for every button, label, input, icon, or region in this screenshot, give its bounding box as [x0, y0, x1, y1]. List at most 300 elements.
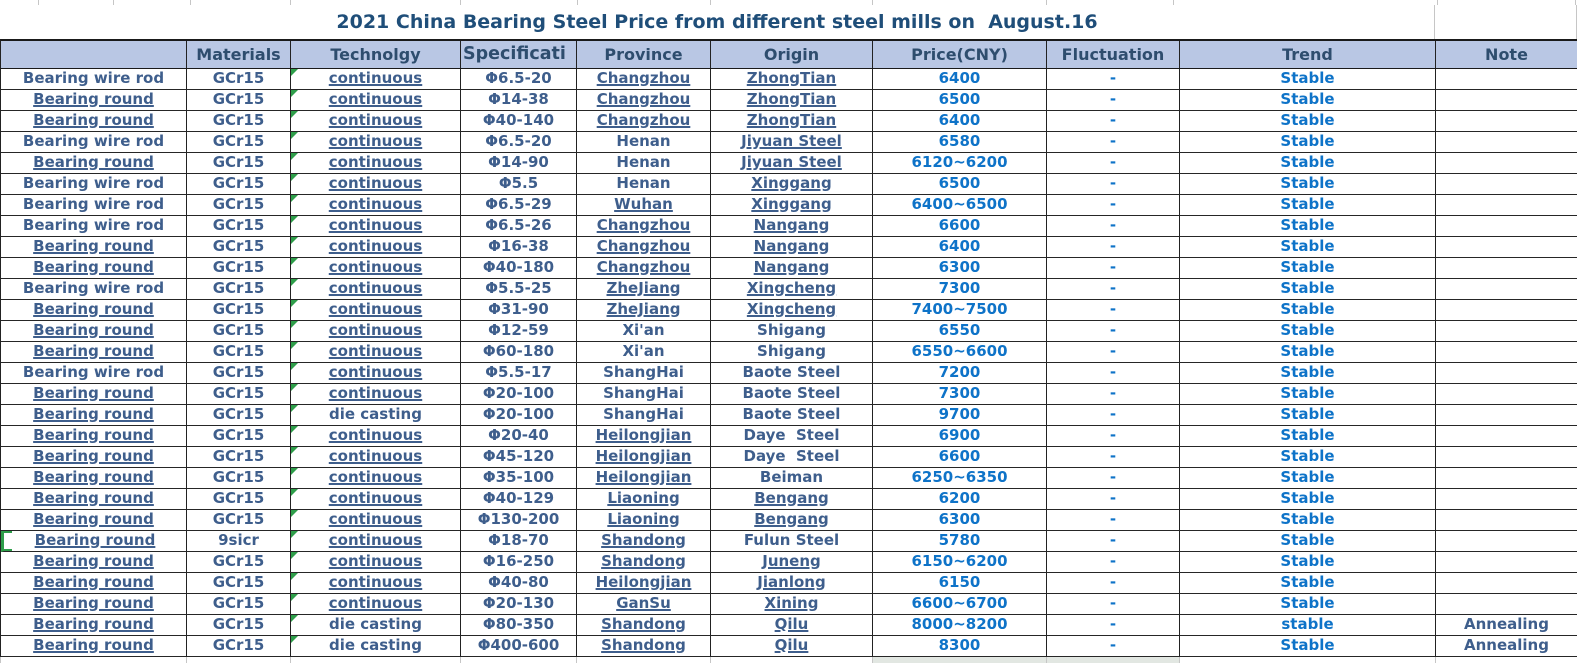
cell-technology[interactable]: continuous	[291, 174, 461, 195]
cell-origin[interactable]: Juneng	[711, 552, 873, 573]
cell-material[interactable]: GCr15	[187, 636, 291, 657]
cell-technology[interactable]: continuous	[291, 300, 461, 321]
cell-trend[interactable]: Stable	[1180, 321, 1436, 342]
cell-material[interactable]: GCr15	[187, 69, 291, 90]
cell-specification[interactable]: Φ6.5-29	[461, 195, 577, 216]
cell-product[interactable]: Bearing wire rod	[1, 363, 187, 384]
cell-product[interactable]: Bearing wire rod	[1, 195, 187, 216]
title-note-cell[interactable]	[1435, 5, 1577, 39]
cell-note[interactable]	[1436, 573, 1577, 594]
cell-note[interactable]	[1436, 384, 1577, 405]
cell-fluctuation[interactable]: -	[1047, 573, 1180, 594]
cell-province[interactable]: Changzhou	[577, 216, 711, 237]
cell-origin[interactable]: Jianlong	[711, 573, 873, 594]
cell-province[interactable]: ZheJiang	[577, 279, 711, 300]
cell-product[interactable]: Bearing round	[1, 510, 187, 531]
cell-origin[interactable]: Xining	[711, 594, 873, 615]
cell-note[interactable]	[1436, 405, 1577, 426]
cell-technology[interactable]: die casting	[291, 405, 461, 426]
cell-product[interactable]: Bearing round	[1, 153, 187, 174]
cell-product[interactable]: Bearing round	[1, 90, 187, 111]
cell-origin[interactable]: Xingcheng	[711, 279, 873, 300]
cell-origin[interactable]: Jiyuan Steel	[711, 153, 873, 174]
column-header-province[interactable]: Province	[577, 41, 711, 68]
cell-origin[interactable]: ZhongTian	[711, 111, 873, 132]
cell-product[interactable]: Bearing round	[1, 342, 187, 363]
cell-province[interactable]: Henan	[577, 132, 711, 153]
cell-province[interactable]: Xi'an	[577, 342, 711, 363]
cell-origin[interactable]: ZhongTian	[711, 69, 873, 90]
cell-trend[interactable]: Stable	[1180, 174, 1436, 195]
cell-material[interactable]: GCr15	[187, 552, 291, 573]
cell-trend[interactable]: Stable	[1180, 552, 1436, 573]
cell-trend[interactable]: Stable	[1180, 258, 1436, 279]
cell-technology[interactable]: continuous	[291, 258, 461, 279]
cell-fluctuation[interactable]: -	[1047, 258, 1180, 279]
cell-price[interactable]: 6600	[873, 447, 1047, 468]
cell-product[interactable]: Bearing round	[1, 447, 187, 468]
cell-province[interactable]: Changzhou	[577, 258, 711, 279]
cell-note[interactable]	[1436, 426, 1577, 447]
cell-price[interactable]: 6500	[873, 90, 1047, 111]
cell-specification[interactable]: Φ40-80	[461, 573, 577, 594]
partial-cell[interactable]	[711, 657, 873, 663]
cell-specification[interactable]: Φ5.5-17	[461, 363, 577, 384]
cell-price[interactable]: 9700	[873, 405, 1047, 426]
cell-material[interactable]: GCr15	[187, 510, 291, 531]
cell-product[interactable]: Bearing round	[1, 405, 187, 426]
cell-specification[interactable]: Φ5.5	[461, 174, 577, 195]
column-header-materials[interactable]: Materials	[187, 41, 291, 68]
cell-province[interactable]: Xi'an	[577, 321, 711, 342]
cell-technology[interactable]: continuous	[291, 384, 461, 405]
cell-province[interactable]: Shandong	[577, 552, 711, 573]
column-header-fluctuation[interactable]: Fluctuation	[1047, 41, 1180, 68]
cell-price[interactable]: 6300	[873, 258, 1047, 279]
cell-technology[interactable]: continuous	[291, 489, 461, 510]
cell-price[interactable]: 6150	[873, 573, 1047, 594]
cell-price[interactable]: 6580	[873, 132, 1047, 153]
cell-trend[interactable]: Stable	[1180, 342, 1436, 363]
cell-product[interactable]: Bearing wire rod	[1, 132, 187, 153]
cell-trend[interactable]: Stable	[1180, 111, 1436, 132]
cell-material[interactable]: GCr15	[187, 258, 291, 279]
cell-fluctuation[interactable]: -	[1047, 111, 1180, 132]
cell-product[interactable]: Bearing round	[1, 384, 187, 405]
cell-origin[interactable]: Shigang	[711, 321, 873, 342]
partial-cell[interactable]	[461, 657, 577, 663]
cell-material[interactable]: GCr15	[187, 279, 291, 300]
cell-price[interactable]: 6250~6350	[873, 468, 1047, 489]
cell-technology[interactable]: continuous	[291, 216, 461, 237]
cell-material[interactable]: GCr15	[187, 426, 291, 447]
cell-technology[interactable]: continuous	[291, 594, 461, 615]
cell-fluctuation[interactable]: -	[1047, 363, 1180, 384]
cell-trend[interactable]: Stable	[1180, 90, 1436, 111]
cell-specification[interactable]: Φ14-38	[461, 90, 577, 111]
cell-specification[interactable]: Φ14-90	[461, 153, 577, 174]
cell-technology[interactable]: die casting	[291, 615, 461, 636]
cell-specification[interactable]: Φ35-100	[461, 468, 577, 489]
cell-specification[interactable]: Φ31-90	[461, 300, 577, 321]
cell-product[interactable]: Bearing wire rod	[1, 279, 187, 300]
column-header-product[interactable]	[1, 41, 187, 68]
cell-specification[interactable]: Φ16-38	[461, 237, 577, 258]
cell-specification[interactable]: Φ40-129	[461, 489, 577, 510]
cell-province[interactable]: ShangHai	[577, 384, 711, 405]
cell-material[interactable]: GCr15	[187, 321, 291, 342]
cell-product[interactable]: Bearing round	[1, 573, 187, 594]
cell-technology[interactable]: continuous	[291, 552, 461, 573]
cell-note[interactable]	[1436, 552, 1577, 573]
cell-note[interactable]	[1436, 321, 1577, 342]
cell-province[interactable]: ZheJiang	[577, 300, 711, 321]
cell-note[interactable]	[1436, 363, 1577, 384]
cell-material[interactable]: GCr15	[187, 363, 291, 384]
cell-province[interactable]: Wuhan	[577, 195, 711, 216]
cell-material[interactable]: GCr15	[187, 111, 291, 132]
cell-price[interactable]: 8000~8200	[873, 615, 1047, 636]
cell-note[interactable]	[1436, 216, 1577, 237]
cell-fluctuation[interactable]: -	[1047, 174, 1180, 195]
cell-product[interactable]: Bearing round	[1, 468, 187, 489]
cell-province[interactable]: Shandong	[577, 531, 711, 552]
cell-origin[interactable]: Nangang	[711, 237, 873, 258]
cell-fluctuation[interactable]: -	[1047, 447, 1180, 468]
cell-fluctuation[interactable]: -	[1047, 321, 1180, 342]
cell-province[interactable]: Heilongjian	[577, 426, 711, 447]
cell-price[interactable]: 5780	[873, 531, 1047, 552]
cell-fluctuation[interactable]: -	[1047, 384, 1180, 405]
cell-note[interactable]	[1436, 279, 1577, 300]
cell-note[interactable]	[1436, 489, 1577, 510]
cell-province[interactable]: Henan	[577, 174, 711, 195]
cell-technology[interactable]: continuous	[291, 321, 461, 342]
cell-technology[interactable]: die casting	[291, 636, 461, 657]
cell-material[interactable]: GCr15	[187, 405, 291, 426]
cell-province[interactable]: Heilongjian	[577, 447, 711, 468]
cell-material[interactable]: GCr15	[187, 300, 291, 321]
cell-origin[interactable]: Xingcheng	[711, 300, 873, 321]
cell-specification[interactable]: Φ20-130	[461, 594, 577, 615]
cell-specification[interactable]: Φ16-250	[461, 552, 577, 573]
cell-fluctuation[interactable]: -	[1047, 615, 1180, 636]
cell-note[interactable]	[1436, 468, 1577, 489]
cell-technology[interactable]: continuous	[291, 153, 461, 174]
cell-origin[interactable]: Fulun Steel	[711, 531, 873, 552]
cell-price[interactable]: 6400	[873, 111, 1047, 132]
cell-fluctuation[interactable]: -	[1047, 426, 1180, 447]
cell-note[interactable]	[1436, 447, 1577, 468]
cell-trend[interactable]: Stable	[1180, 573, 1436, 594]
cell-material[interactable]: GCr15	[187, 573, 291, 594]
cell-material[interactable]: GCr15	[187, 594, 291, 615]
page-title[interactable]: 2021 China Bearing Steel Price from different steel mills on August.16	[0, 5, 1435, 39]
cell-price[interactable]: 7200	[873, 363, 1047, 384]
column-header-specification[interactable]: Specificati	[461, 41, 577, 68]
cell-trend[interactable]: Stable	[1180, 489, 1436, 510]
cell-price[interactable]: 8300	[873, 636, 1047, 657]
cell-material[interactable]: GCr15	[187, 384, 291, 405]
cell-note[interactable]	[1436, 300, 1577, 321]
cell-origin[interactable]: Beiman	[711, 468, 873, 489]
cell-note[interactable]	[1436, 153, 1577, 174]
cell-product[interactable]: Bearing round	[1, 489, 187, 510]
cell-technology[interactable]: continuous	[291, 69, 461, 90]
cell-material[interactable]: GCr15	[187, 237, 291, 258]
cell-specification[interactable]: Φ6.5-20	[461, 132, 577, 153]
cell-price[interactable]: 6900	[873, 426, 1047, 447]
cell-trend[interactable]: Stable	[1180, 69, 1436, 90]
cell-fluctuation[interactable]: -	[1047, 237, 1180, 258]
cell-trend[interactable]: Stable	[1180, 636, 1436, 657]
cell-province[interactable]: Heilongjian	[577, 573, 711, 594]
cell-material[interactable]: GCr15	[187, 342, 291, 363]
column-header-note[interactable]: Note	[1436, 41, 1577, 68]
cell-note[interactable]	[1436, 90, 1577, 111]
partial-cell[interactable]	[1, 657, 187, 663]
cell-price[interactable]: 7300	[873, 384, 1047, 405]
cell-fluctuation[interactable]: -	[1047, 489, 1180, 510]
cell-specification[interactable]: Φ20-100	[461, 405, 577, 426]
cell-technology[interactable]: continuous	[291, 426, 461, 447]
column-header-origin[interactable]: Origin	[711, 41, 873, 68]
cell-price[interactable]: 6400	[873, 69, 1047, 90]
cell-origin[interactable]: Daye Steel	[711, 447, 873, 468]
cell-note[interactable]	[1436, 531, 1577, 552]
partial-cell[interactable]	[577, 657, 711, 663]
cell-fluctuation[interactable]: -	[1047, 195, 1180, 216]
cell-material[interactable]: GCr15	[187, 174, 291, 195]
cell-technology[interactable]: continuous	[291, 279, 461, 300]
cell-trend[interactable]: stable	[1180, 615, 1436, 636]
cell-province[interactable]: Shandong	[577, 615, 711, 636]
cell-province[interactable]: Heilongjian	[577, 468, 711, 489]
cell-trend[interactable]: Stable	[1180, 447, 1436, 468]
cell-origin[interactable]: Baote Steel	[711, 363, 873, 384]
cell-product[interactable]: Bearing round	[1, 552, 187, 573]
cell-specification[interactable]: Φ12-59	[461, 321, 577, 342]
column-header-price[interactable]: Price(CNY)	[873, 41, 1047, 68]
cell-province[interactable]: Liaoning	[577, 510, 711, 531]
cell-trend[interactable]: Stable	[1180, 510, 1436, 531]
cell-note[interactable]	[1436, 69, 1577, 90]
cell-fluctuation[interactable]: -	[1047, 132, 1180, 153]
cell-fluctuation[interactable]: -	[1047, 216, 1180, 237]
cell-fluctuation[interactable]: -	[1047, 279, 1180, 300]
cell-product[interactable]: Bearing wire rod	[1, 216, 187, 237]
cell-origin[interactable]: Qilu	[711, 636, 873, 657]
partial-cell[interactable]	[1047, 657, 1180, 663]
cell-fluctuation[interactable]: -	[1047, 510, 1180, 531]
cell-price[interactable]: 6550~6600	[873, 342, 1047, 363]
cell-fluctuation[interactable]: -	[1047, 552, 1180, 573]
cell-specification[interactable]: Φ40-140	[461, 111, 577, 132]
cell-note[interactable]	[1436, 195, 1577, 216]
cell-material[interactable]: GCr15	[187, 153, 291, 174]
partial-cell[interactable]	[291, 657, 461, 663]
cell-product[interactable]: Bearing round	[1, 594, 187, 615]
cell-specification[interactable]: Φ80-350	[461, 615, 577, 636]
cell-product[interactable]: Bearing round	[1, 426, 187, 447]
cell-material[interactable]: GCr15	[187, 132, 291, 153]
partial-cell[interactable]	[1180, 657, 1436, 663]
cell-trend[interactable]: Stable	[1180, 153, 1436, 174]
cell-fluctuation[interactable]: -	[1047, 300, 1180, 321]
cell-specification[interactable]: Φ400-600	[461, 636, 577, 657]
cell-fluctuation[interactable]: -	[1047, 594, 1180, 615]
cell-province[interactable]: GanSu	[577, 594, 711, 615]
cell-price[interactable]: 6400~6500	[873, 195, 1047, 216]
cell-specification[interactable]: Φ6.5-20	[461, 69, 577, 90]
cell-product[interactable]: Bearing wire rod	[1, 174, 187, 195]
cell-material[interactable]: GCr15	[187, 90, 291, 111]
cell-material[interactable]: GCr15	[187, 216, 291, 237]
cell-price[interactable]: 6550	[873, 321, 1047, 342]
cell-trend[interactable]: Stable	[1180, 468, 1436, 489]
cell-province[interactable]: Changzhou	[577, 90, 711, 111]
cell-price[interactable]: 6600~6700	[873, 594, 1047, 615]
cell-origin[interactable]: ZhongTian	[711, 90, 873, 111]
cell-specification[interactable]: Φ5.5-25	[461, 279, 577, 300]
cell-technology[interactable]: continuous	[291, 342, 461, 363]
cell-material[interactable]: GCr15	[187, 447, 291, 468]
cell-origin[interactable]: Jiyuan Steel	[711, 132, 873, 153]
cell-material[interactable]: GCr15	[187, 468, 291, 489]
cell-trend[interactable]: Stable	[1180, 426, 1436, 447]
cell-province[interactable]: Henan	[577, 153, 711, 174]
cell-province[interactable]: Shandong	[577, 636, 711, 657]
cell-note[interactable]	[1436, 237, 1577, 258]
cell-note[interactable]	[1436, 132, 1577, 153]
cell-trend[interactable]: Stable	[1180, 384, 1436, 405]
partial-cell[interactable]	[873, 657, 1047, 663]
cell-province[interactable]: ShangHai	[577, 363, 711, 384]
cell-trend[interactable]: Stable	[1180, 195, 1436, 216]
cell-specification[interactable]: Φ40-180	[461, 258, 577, 279]
cell-product[interactable]: Bearing round	[1, 300, 187, 321]
cell-trend[interactable]: Stable	[1180, 405, 1436, 426]
cell-product[interactable]: Bearing round	[1, 111, 187, 132]
cell-origin[interactable]: Baote Steel	[711, 405, 873, 426]
cell-price[interactable]: 6150~6200	[873, 552, 1047, 573]
cell-trend[interactable]: Stable	[1180, 279, 1436, 300]
cell-material[interactable]: 9sicr	[187, 531, 291, 552]
cell-technology[interactable]: continuous	[291, 132, 461, 153]
cell-origin[interactable]: Daye Steel	[711, 426, 873, 447]
cell-price[interactable]: 6600	[873, 216, 1047, 237]
cell-price[interactable]: 6400	[873, 237, 1047, 258]
cell-price[interactable]: 6300	[873, 510, 1047, 531]
cell-technology[interactable]: continuous	[291, 195, 461, 216]
partial-cell[interactable]	[1436, 657, 1577, 663]
cell-price[interactable]: 7300	[873, 279, 1047, 300]
cell-specification[interactable]: Φ45-120	[461, 447, 577, 468]
cell-origin[interactable]: Nangang	[711, 216, 873, 237]
cell-trend[interactable]: Stable	[1180, 216, 1436, 237]
cell-specification[interactable]: Φ20-100	[461, 384, 577, 405]
cell-technology[interactable]: continuous	[291, 447, 461, 468]
cell-price[interactable]: 6500	[873, 174, 1047, 195]
cell-product[interactable]: Bearing round	[1, 531, 187, 552]
partial-cell[interactable]	[187, 657, 291, 663]
cell-technology[interactable]: continuous	[291, 468, 461, 489]
cell-product[interactable]: Bearing round	[1, 636, 187, 657]
cell-product[interactable]: Bearing round	[1, 321, 187, 342]
cell-fluctuation[interactable]: -	[1047, 69, 1180, 90]
cell-origin[interactable]: Xinggang	[711, 174, 873, 195]
cell-technology[interactable]: continuous	[291, 111, 461, 132]
cell-material[interactable]: GCr15	[187, 615, 291, 636]
cell-price[interactable]: 7400~7500	[873, 300, 1047, 321]
cell-note[interactable]	[1436, 111, 1577, 132]
cell-origin[interactable]: Nangang	[711, 258, 873, 279]
cell-province[interactable]: Changzhou	[577, 111, 711, 132]
cell-specification[interactable]: Φ60-180	[461, 342, 577, 363]
cell-product[interactable]: Bearing wire rod	[1, 69, 187, 90]
cell-trend[interactable]: Stable	[1180, 300, 1436, 321]
column-header-technology[interactable]: Technolgy	[291, 41, 461, 68]
cell-note[interactable]	[1436, 510, 1577, 531]
cell-province[interactable]: Changzhou	[577, 237, 711, 258]
cell-specification[interactable]: Φ20-40	[461, 426, 577, 447]
cell-product[interactable]: Bearing round	[1, 258, 187, 279]
cell-specification[interactable]: Φ6.5-26	[461, 216, 577, 237]
cell-product[interactable]: Bearing round	[1, 615, 187, 636]
cell-origin[interactable]: Qilu	[711, 615, 873, 636]
column-header-trend[interactable]: Trend	[1180, 41, 1436, 68]
cell-province[interactable]: Liaoning	[577, 489, 711, 510]
cell-province[interactable]: ShangHai	[577, 405, 711, 426]
cell-trend[interactable]: Stable	[1180, 132, 1436, 153]
cell-fluctuation[interactable]: -	[1047, 531, 1180, 552]
cell-material[interactable]: GCr15	[187, 489, 291, 510]
cell-material[interactable]: GCr15	[187, 195, 291, 216]
cell-note[interactable]	[1436, 594, 1577, 615]
cell-note[interactable]	[1436, 342, 1577, 363]
cell-specification[interactable]: Φ18-70	[461, 531, 577, 552]
cell-note[interactable]	[1436, 174, 1577, 195]
cell-trend[interactable]: Stable	[1180, 531, 1436, 552]
cell-technology[interactable]: continuous	[291, 573, 461, 594]
cell-trend[interactable]: Stable	[1180, 363, 1436, 384]
cell-note[interactable]: Annealing	[1436, 615, 1577, 636]
cell-note[interactable]: Annealing	[1436, 636, 1577, 657]
cell-product[interactable]: Bearing round	[1, 237, 187, 258]
cell-province[interactable]: Changzhou	[577, 69, 711, 90]
cell-technology[interactable]: continuous	[291, 510, 461, 531]
cell-origin[interactable]: Bengang	[711, 510, 873, 531]
cell-price[interactable]: 6200	[873, 489, 1047, 510]
cell-fluctuation[interactable]: -	[1047, 468, 1180, 489]
cell-fluctuation[interactable]: -	[1047, 342, 1180, 363]
cell-technology[interactable]: continuous	[291, 237, 461, 258]
cell-origin[interactable]: Bengang	[711, 489, 873, 510]
cell-trend[interactable]: Stable	[1180, 237, 1436, 258]
cell-trend[interactable]: Stable	[1180, 594, 1436, 615]
cell-fluctuation[interactable]: -	[1047, 405, 1180, 426]
cell-technology[interactable]: continuous	[291, 531, 461, 552]
cell-origin[interactable]: Xinggang	[711, 195, 873, 216]
cell-fluctuation[interactable]: -	[1047, 636, 1180, 657]
cell-specification[interactable]: Φ130-200	[461, 510, 577, 531]
cell-origin[interactable]: Shigang	[711, 342, 873, 363]
cell-note[interactable]	[1436, 258, 1577, 279]
cell-fluctuation[interactable]: -	[1047, 153, 1180, 174]
cell-technology[interactable]: continuous	[291, 363, 461, 384]
cell-price[interactable]: 6120~6200	[873, 153, 1047, 174]
cell-fluctuation[interactable]: -	[1047, 90, 1180, 111]
